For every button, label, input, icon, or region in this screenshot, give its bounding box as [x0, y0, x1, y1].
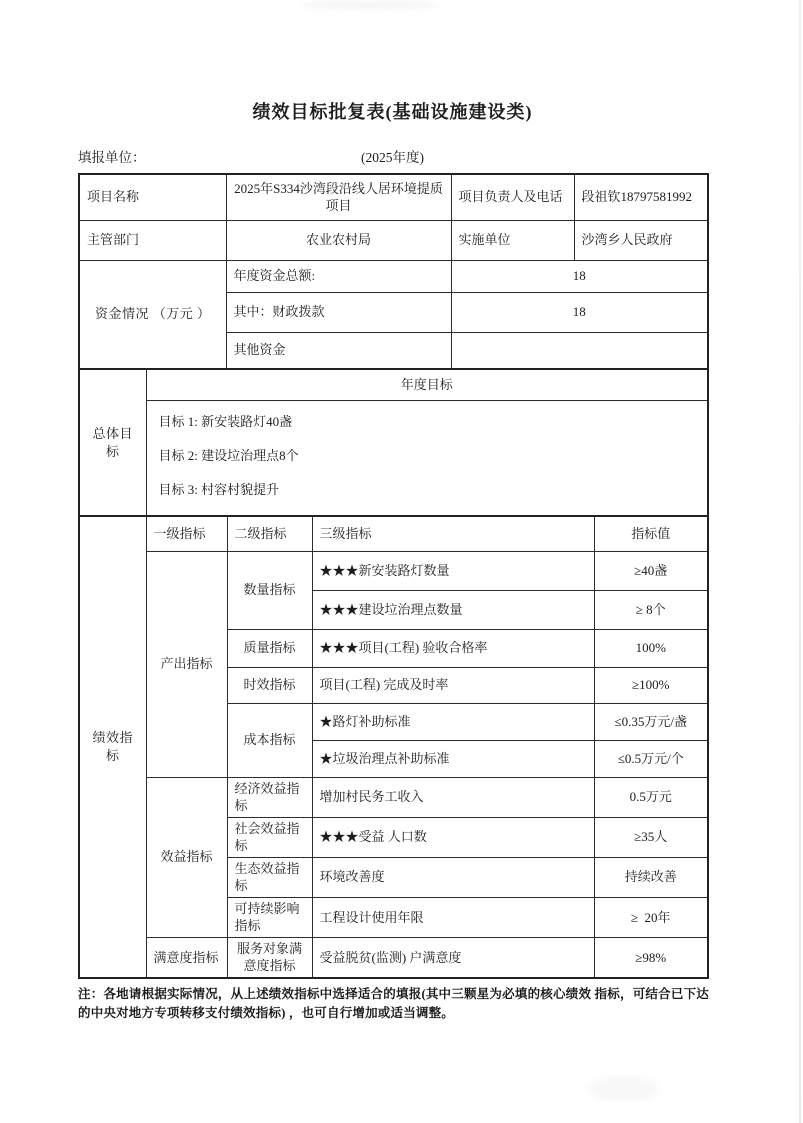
leader-label-cell: 项目负责人及电话 [451, 174, 574, 220]
indicator-row [79, 551, 708, 590]
indicator-row [79, 937, 708, 978]
goal-item-2: 目标 2: 建设垃治理点8个 [158, 447, 299, 463]
ecological-benefit-cell: 生态效益指标 [227, 857, 312, 897]
l3-indicator-cell: 环境改善度 [312, 857, 594, 897]
indicators-table [78, 515, 709, 979]
indicator-value-cell: 持续改善 [594, 857, 708, 897]
l3-indicator-cell: ★★★新安装路灯数量 [312, 551, 594, 590]
department-label-cell: 主管部门 [79, 220, 226, 260]
goal-item-1: 目标 1: 新安装路灯40盏 [158, 413, 293, 429]
l3-indicator-cell: ★★★受益 人口数 [312, 817, 594, 857]
funding-fiscal-value-cell: 18 [451, 292, 708, 332]
indicators-header-row [79, 516, 708, 551]
implementing-unit-value-cell: 沙湾乡人民政府 [574, 220, 708, 260]
indicators-group-label-cell: 绩效指标 [79, 516, 146, 978]
fiscal-year-label: (2025年度) [361, 150, 424, 165]
indicator-value-cell: ≥35人 [594, 817, 708, 857]
annual-goal-header-cell: 年度目标 [146, 369, 708, 400]
indicator-value-cell: 100% [594, 629, 708, 667]
reporting-unit-label: 填报单位： [78, 150, 146, 165]
l3-indicator-cell: 增加村民务工收入 [312, 777, 594, 817]
goals-list [147, 401, 708, 516]
department-value-cell: 农业农村局 [226, 220, 451, 260]
project-info-table [78, 173, 709, 370]
subheader-row [78, 146, 707, 164]
project-name-row [79, 174, 708, 220]
quantity-indicator-cell: 数量指标 [227, 551, 312, 629]
scan-edge-shadow [799, 0, 801, 1123]
funding-group-label-cell: 资金情况 （万元 ） [79, 260, 226, 369]
funding-total-label-cell: 年度资金总额: [226, 260, 451, 292]
l3-indicator-cell: ★★★项目(工程) 验收合格率 [312, 629, 594, 667]
l3-indicator-cell: ★路灯补助标准 [312, 703, 594, 740]
level2-header-cell: 二级指标 [227, 516, 312, 551]
funding-other-label-cell: 其他资金 [226, 332, 451, 369]
project-name-label-cell: 项目名称 [79, 174, 226, 220]
l3-indicator-cell: 项目(工程) 完成及时率 [312, 667, 594, 703]
indicator-value-cell: ≥ 8个 [594, 590, 708, 629]
form-title: 绩效目标批复表(基础设施建设类) [252, 102, 533, 122]
project-name-value-cell: 2025年S334沙湾段沿线人居环境提质项目 [226, 174, 451, 220]
output-indicators-cell: 产出指标 [146, 551, 227, 777]
scan-artifact-top [300, 2, 440, 8]
indicator-row [79, 777, 708, 817]
scan-artifact-bottom [588, 1076, 658, 1102]
level3-header-cell: 三级指标 [312, 516, 594, 551]
benefit-indicators-cell: 效益指标 [146, 777, 227, 937]
leader-value-cell: 段祖钦18797581992 [574, 174, 708, 220]
satisfaction-group-cell: 满意度指标 [146, 937, 227, 978]
l3-indicator-cell: ★★★建设垃治理点数量 [312, 590, 594, 629]
indicator-value-cell: ≥100% [594, 667, 708, 703]
indicator-value-cell: ≥40盏 [594, 551, 708, 590]
annual-goal-header-row [79, 369, 708, 400]
goal-item-3: 目标 3: 村容村貌提升 [158, 482, 280, 498]
overall-goal-group-label-cell: 总体目标 [79, 369, 146, 516]
implementing-unit-label-cell: 实施单位 [451, 220, 574, 260]
funding-fiscal-label-cell: 其中：财政拨款 [226, 292, 451, 332]
social-benefit-cell: 社会效益指标 [227, 817, 312, 857]
service-satisfaction-cell: 服务对象满意度指标 [227, 937, 312, 978]
economic-benefit-cell: 经济效益指标 [227, 777, 312, 817]
indicator-value-cell: ≤0.5万元/个 [594, 740, 708, 777]
l3-indicator-cell: ★垃圾治理点补助标准 [312, 740, 594, 777]
l3-indicator-cell: 工程设计使用年限 [312, 897, 594, 937]
goals-row [79, 400, 708, 516]
l3-indicator-cell: 受益脱贫(监测) 户满意度 [312, 937, 594, 978]
footnote: 注：各地请根据实际情况，从上述绩效指标中选择适合的填报(其中三颗星为必填的核心绩效 指标，可结合已下达的中央对地方专项转移支付绩效指标) ，也可自行增加或适当调整。 [78, 986, 709, 1021]
indicator-value-cell: 0.5万元 [594, 777, 708, 817]
department-row [79, 220, 708, 260]
funding-other-value-cell [451, 332, 708, 369]
timeliness-indicator-cell: 时效指标 [227, 667, 312, 703]
indicator-value-cell: ≥ 20年 [594, 897, 708, 937]
sustainability-indicator-cell: 可持续影响指标 [227, 897, 312, 937]
funding-total-row [79, 260, 708, 292]
funding-total-value-cell: 18 [451, 260, 708, 292]
value-header-cell: 指标值 [594, 516, 708, 551]
cost-indicator-cell: 成本指标 [227, 703, 312, 777]
overall-goal-table [78, 368, 709, 517]
goals-cell [146, 400, 708, 516]
level1-header-cell: 一级指标 [146, 516, 227, 551]
indicator-value-cell: ≥98% [594, 937, 708, 978]
quality-indicator-cell: 质量指标 [227, 629, 312, 667]
indicator-value-cell: ≤0.35万元/盏 [594, 703, 708, 740]
